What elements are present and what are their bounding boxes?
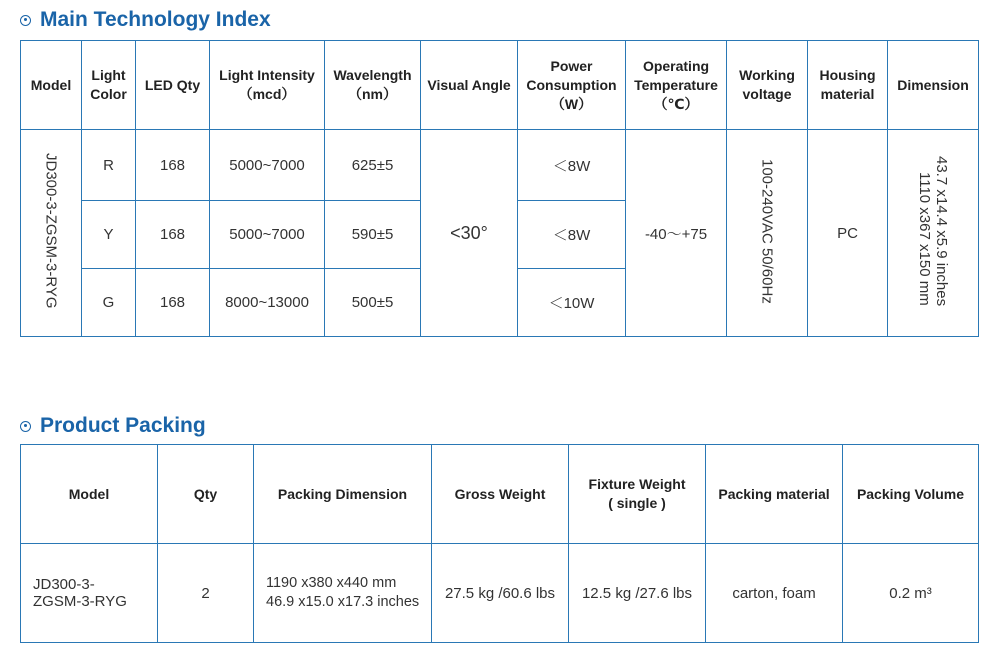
spec-visual-angle-cell: <30° xyxy=(421,130,518,337)
spec-voltage-cell xyxy=(727,130,808,337)
spec-power-cell: ＜8W xyxy=(518,201,626,269)
spec-row-r xyxy=(21,130,979,201)
spec-qty-cell: 168 xyxy=(136,130,210,201)
header-packing-material: Packing material xyxy=(706,445,843,544)
header-fixture-weight: Fixture Weight ( single ) xyxy=(569,445,706,544)
header-dimension: Dimension xyxy=(888,41,979,130)
header-qty: Qty xyxy=(158,445,254,544)
spec-dimension-inches: 43.7 x14.4 x5.9 inches xyxy=(933,155,950,307)
spec-wavelength-cell: 625±5 xyxy=(325,130,421,201)
spec-intensity-cell: 8000~13000 xyxy=(210,269,325,337)
spec-header-row xyxy=(21,41,979,130)
spec-title-text: Main Technology Index xyxy=(40,8,271,31)
spec-qty-cell: 168 xyxy=(136,269,210,337)
spec-intensity-cell: 5000~7000 xyxy=(210,130,325,201)
header-gross-weight: Gross Weight xyxy=(432,445,569,544)
spec-color-cell: Y xyxy=(82,201,136,269)
packing-gross-weight-cell: 27.5 kg /60.6 lbs xyxy=(432,544,569,643)
spec-wavelength-cell: 590±5 xyxy=(325,201,421,269)
spec-model-text: JD300-3-ZGSM-3-RYG xyxy=(42,153,60,309)
spec-color-cell: G xyxy=(82,269,136,337)
packing-data-row xyxy=(21,544,979,643)
circle-bullet-icon xyxy=(20,15,31,26)
packing-section-title xyxy=(20,414,206,438)
header-wavelength: Wavelength （nm） xyxy=(325,41,421,130)
spec-voltage-text: 100-240VAC 50/60Hz xyxy=(758,158,776,304)
packing-dimension-cell: 1190 x380 x440 mm 46.9 x15.0 x17.3 inches xyxy=(254,544,432,643)
spec-model-cell xyxy=(21,130,82,337)
header-led-qty: LED Qty xyxy=(136,41,210,130)
spec-color-cell: R xyxy=(82,130,136,201)
header-model: Model xyxy=(21,41,82,130)
header-power-consumption: Power Consumption （W） xyxy=(518,41,626,130)
header-packing-volume: Packing Volume xyxy=(843,445,979,544)
circle-bullet-icon xyxy=(20,421,31,432)
packing-fixture-weight-cell: 12.5 kg /27.6 lbs xyxy=(569,544,706,643)
spec-intensity-cell: 5000~7000 xyxy=(210,201,325,269)
spec-operating-temp-cell: -40～+75 xyxy=(626,130,727,337)
header-packing-dimension: Packing Dimension xyxy=(254,445,432,544)
header-model: Model xyxy=(21,445,158,544)
header-working-voltage: Working voltage xyxy=(727,41,808,130)
spec-power-cell: ＜8W xyxy=(518,130,626,201)
spec-dimension-mm: 1110 x367 x150 mm xyxy=(916,172,933,307)
header-light-color: Light Color xyxy=(82,41,136,130)
spec-section-title xyxy=(20,8,271,32)
spec-housing-cell: PC xyxy=(808,130,888,337)
product-packing-table xyxy=(20,444,979,643)
technology-index-table xyxy=(20,40,979,337)
packing-model-cell: JD300-3- ZGSM-3-RYG xyxy=(21,544,158,643)
packing-volume-cell: 0.2 m³ xyxy=(843,544,979,643)
spec-power-cell: ＜10W xyxy=(518,269,626,337)
header-visual-angle: Visual Angle xyxy=(421,41,518,130)
spec-qty-cell: 168 xyxy=(136,201,210,269)
packing-qty-cell: 2 xyxy=(158,544,254,643)
packing-material-cell: carton, foam xyxy=(706,544,843,643)
spec-wavelength-cell: 500±5 xyxy=(325,269,421,337)
header-housing-material: Housing material xyxy=(808,41,888,130)
packing-header-row xyxy=(21,445,979,544)
spec-dimension-cell xyxy=(888,130,979,337)
packing-title-text: Product Packing xyxy=(40,414,206,437)
header-operating-temperature: Operating Temperature （℃） xyxy=(626,41,727,130)
header-light-intensity: Light Intensity （mcd） xyxy=(210,41,325,130)
